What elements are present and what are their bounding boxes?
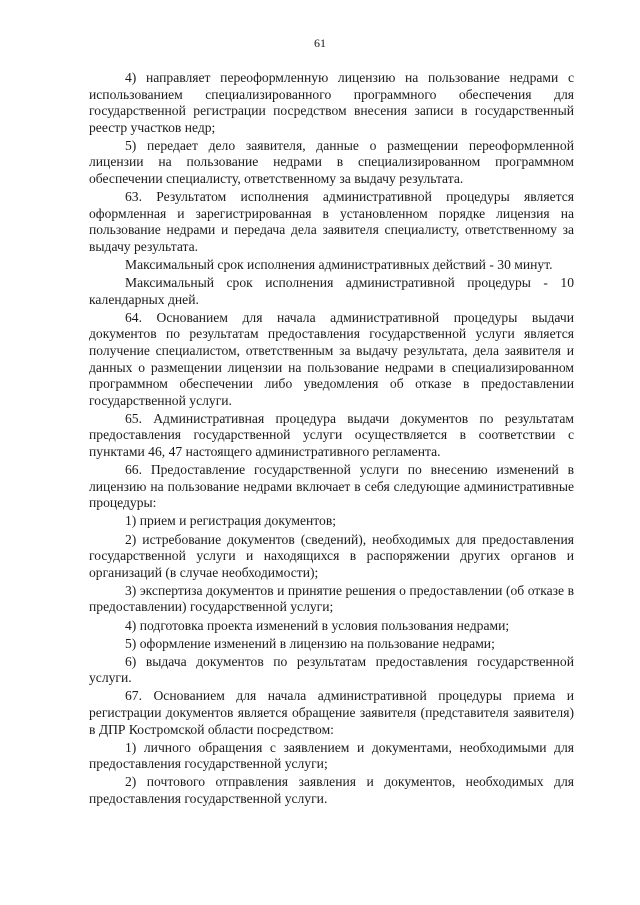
paragraph: Максимальный срок исполнения административной процедуры - 10 календарных дней. [89, 275, 574, 307]
page-number: 61 [314, 36, 326, 50]
paragraph: 4) направляет переоформленную лицензию на пользование недрами с использованием специализированного программного обеспечения для государственной регистрации посредством внесения записи в государственный реестр участков недр; [89, 70, 574, 135]
paragraph: 1) прием и регистрация документов; [125, 513, 337, 529]
paragraph: 2) почтового отправления заявления и документов, необходимых для предоставления государственной услуги. [89, 774, 574, 806]
paragraph: 65. Административная процедура выдачи документов по результатам предоставления государственной услуги осуществляется в соответствии с пунктами 46, 47 настоящего административного регламента. [89, 410, 574, 460]
paragraph: 1) личного обращения с заявлением и документами, необходимыми для предоставления государственной услуги; [89, 739, 574, 772]
paragraph: 5) оформление изменений в лицензию на пользование недрами; [125, 635, 495, 651]
document-body [89, 70, 574, 808]
paragraph: 6) выдача документов по результатам предоставления государственной услуги. [89, 653, 574, 686]
paragraph: 64. Основанием для начала административной процедуры выдачи документов по результатам предоставления государственной услуги является получение специалистом, ответственным за выдачу результата, дела заявителя и данных о размещении лицензии на пользование недрами в специализированном программном обеспечении либо уведомления об отказе в предоставлении государственной услуги. [89, 309, 574, 408]
paragraph: 63. Результатом исполнения административной процедуры является оформленная и зарегистрированная в установленном порядке лицензия на пользование недрами и передача дела заявителя специалисту, ответственному за выдачу результата. [89, 189, 574, 254]
paragraph: 3) экспертиза документов и принятие решения о предоставлении (об отказе в предоставлении) государственной услуги; [89, 582, 574, 615]
paragraph: 66. Предоставление государственной услуги по внесению изменений в лицензию на пользование недрами включает в себя следующие административные процедуры: [89, 462, 574, 511]
paragraph: 5) передает дело заявителя, данные о размещении переоформленной лицензии на пользование недрами в специализированном программном обеспечении специалисту, ответственному за выдачу результата. [89, 137, 574, 187]
paragraph: 2) истребование документов (сведений), необходимых для предоставления государственной услуги и находящихся в распоряжении других органов и организаций (в случае необходимости); [89, 531, 574, 580]
paragraph: 67. Основанием для начала административной процедуры приема и регистрации документов является обращение заявителя (представителя заявителя) в ДПР Костромской области посредством: [89, 688, 574, 737]
paragraph: Максимальный срок исполнения административных действий - 30 минут. [125, 257, 553, 273]
paragraph: 4) подготовка проекта изменений в условия пользования недрами; [125, 617, 510, 633]
